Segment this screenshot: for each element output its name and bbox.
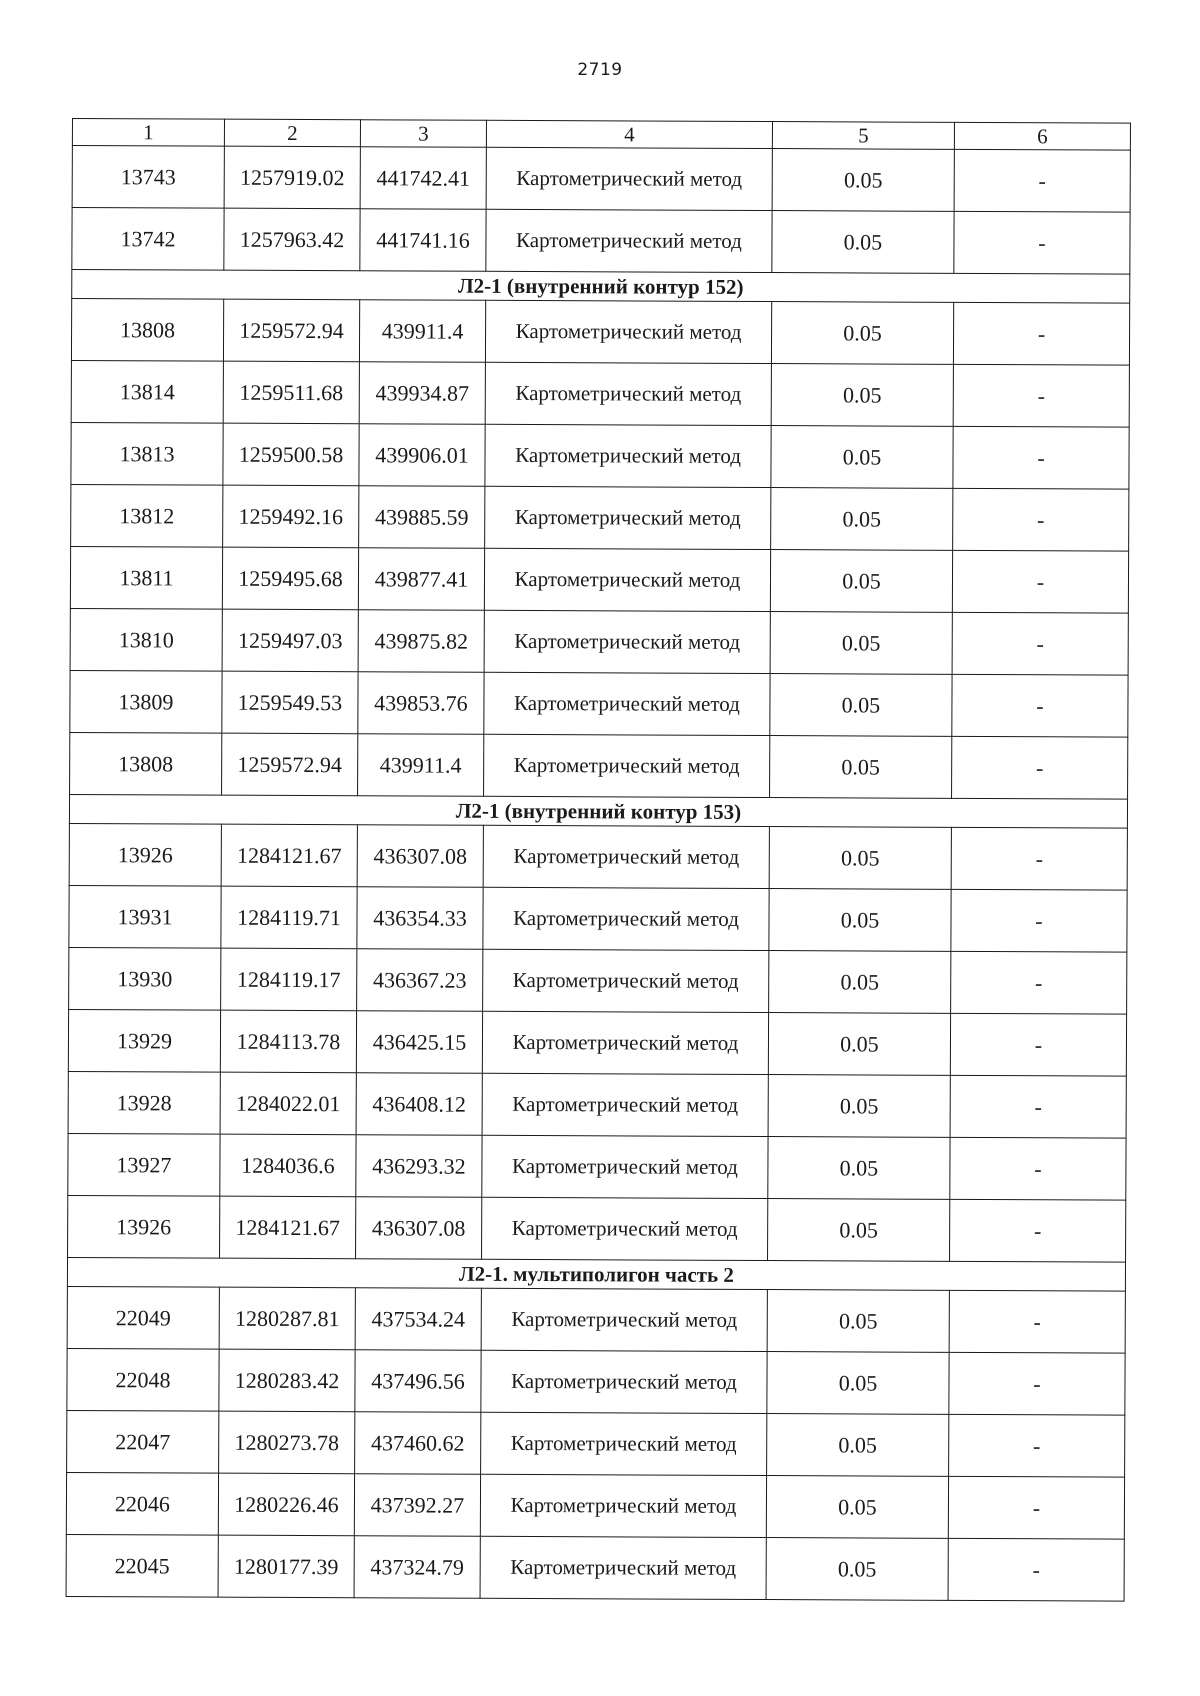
description-cell: -: [948, 1476, 1124, 1539]
point-number-cell: 13814: [71, 360, 223, 423]
method-cell: Картометрический метод: [484, 672, 770, 735]
accuracy-cell: 0.05: [772, 211, 954, 274]
table-row: [72, 208, 1130, 275]
method-cell: Картометрический метод: [486, 209, 772, 272]
accuracy-cell: 0.05: [766, 1476, 948, 1539]
description-cell: -: [949, 1414, 1125, 1477]
table-row: [68, 1195, 1126, 1262]
table-row: [67, 1410, 1125, 1477]
section-title: Л2-1 (внутренний контур 153): [69, 794, 1127, 828]
method-cell: Картометрический метод: [482, 1073, 768, 1136]
point-number-cell: 22046: [66, 1472, 218, 1535]
y-coordinate-cell: 439934.87: [359, 362, 485, 425]
table-row: [68, 1133, 1126, 1200]
accuracy-cell: 0.05: [768, 1137, 950, 1200]
description-cell: -: [951, 889, 1127, 952]
section-title-row: [69, 794, 1127, 828]
x-coordinate-cell: 1259572.94: [223, 299, 359, 362]
x-coordinate-cell: 1259495.68: [222, 547, 358, 610]
section-title-row: [72, 270, 1130, 304]
y-coordinate-cell: 436367.23: [357, 949, 483, 1012]
accuracy-cell: 0.05: [770, 674, 952, 737]
point-number-cell: 13927: [68, 1133, 220, 1196]
description-cell: -: [954, 211, 1130, 274]
accuracy-cell: 0.05: [772, 149, 954, 212]
y-coordinate-cell: 437324.79: [354, 1536, 480, 1599]
point-number-cell: 13813: [71, 422, 223, 485]
table-row: [70, 608, 1128, 675]
description-cell: -: [953, 426, 1129, 489]
point-number-cell: 13808: [71, 299, 223, 362]
accuracy-cell: 0.05: [769, 951, 951, 1014]
method-cell: Картометрический метод: [484, 610, 770, 673]
x-coordinate-cell: 1280226.46: [218, 1473, 354, 1536]
x-coordinate-cell: 1284119.71: [221, 886, 357, 949]
table-row: [67, 1286, 1125, 1353]
point-number-cell: 22048: [67, 1348, 219, 1411]
accuracy-cell: 0.05: [767, 1290, 949, 1353]
y-coordinate-cell: 437496.56: [355, 1350, 481, 1413]
accuracy-cell: 0.05: [770, 550, 952, 613]
description-cell: -: [949, 1352, 1125, 1415]
x-coordinate-cell: 1284022.01: [220, 1072, 356, 1135]
y-coordinate-cell: 437534.24: [355, 1288, 481, 1351]
accuracy-cell: 0.05: [768, 1199, 950, 1262]
x-coordinate-cell: 1259492.16: [223, 485, 359, 548]
point-number-cell: 13928: [68, 1071, 220, 1134]
y-coordinate-cell: 439877.41: [358, 548, 484, 611]
x-coordinate-cell: 1259500.58: [223, 423, 359, 486]
description-cell: -: [950, 1137, 1126, 1200]
accuracy-cell: 0.05: [766, 1538, 948, 1601]
table-row: [70, 732, 1128, 799]
description-cell: -: [950, 1075, 1126, 1138]
method-cell: Картометрический метод: [483, 949, 769, 1012]
y-coordinate-cell: 439911.4: [358, 734, 484, 797]
table-row: [71, 299, 1129, 366]
description-cell: -: [953, 302, 1129, 365]
column-header-1: 1: [72, 119, 224, 147]
x-coordinate-cell: 1259497.03: [222, 609, 358, 672]
method-cell: Картометрический метод: [484, 548, 770, 611]
table-row: [71, 360, 1129, 427]
x-coordinate-cell: 1259549.53: [222, 671, 358, 734]
point-number-cell: 13812: [71, 484, 223, 547]
method-cell: Картометрический метод: [485, 362, 771, 425]
x-coordinate-cell: 1284036.6: [220, 1134, 356, 1197]
accuracy-cell: 0.05: [771, 426, 953, 489]
point-number-cell: 13743: [72, 146, 224, 209]
y-coordinate-cell: 439853.76: [358, 672, 484, 735]
method-cell: Картометрический метод: [485, 424, 771, 487]
accuracy-cell: 0.05: [770, 736, 952, 799]
y-coordinate-cell: 439911.4: [359, 300, 485, 363]
y-coordinate-cell: 439875.82: [358, 610, 484, 673]
table-row: [71, 422, 1129, 489]
method-cell: Картометрический метод: [481, 1288, 767, 1351]
section-title-row: [67, 1257, 1125, 1291]
y-coordinate-cell: 437460.62: [355, 1412, 481, 1475]
table-row: [71, 484, 1129, 551]
x-coordinate-cell: 1257919.02: [224, 146, 360, 209]
section-title: Л2-1. мультиполигон часть 2: [67, 1257, 1125, 1291]
method-cell: Картометрический метод: [482, 1197, 768, 1260]
description-cell: -: [954, 149, 1130, 212]
point-number-cell: 13811: [70, 546, 222, 609]
description-cell: -: [952, 674, 1128, 737]
point-number-cell: 13808: [70, 732, 222, 795]
table-row: [68, 1071, 1126, 1138]
y-coordinate-cell: 436293.32: [356, 1135, 482, 1198]
table-row: [69, 947, 1127, 1014]
y-coordinate-cell: 441742.41: [360, 147, 486, 210]
table-row: [70, 546, 1128, 613]
table-row: [68, 1009, 1126, 1076]
description-cell: -: [948, 1538, 1124, 1601]
column-header-5: 5: [772, 122, 954, 150]
method-cell: Картометрический метод: [482, 1011, 768, 1074]
method-cell: Картометрический метод: [482, 1135, 768, 1198]
accuracy-cell: 0.05: [768, 1013, 950, 1076]
accuracy-cell: 0.05: [770, 612, 952, 675]
point-number-cell: 13926: [68, 1195, 220, 1258]
y-coordinate-cell: 439885.59: [359, 486, 485, 549]
y-coordinate-cell: 441741.16: [360, 209, 486, 272]
method-cell: Картометрический метод: [483, 825, 769, 888]
accuracy-cell: 0.05: [768, 1075, 950, 1138]
method-cell: Картометрический метод: [481, 1412, 767, 1475]
column-header-3: 3: [360, 120, 486, 148]
y-coordinate-cell: 436354.33: [357, 887, 483, 950]
section-title: Л2-1 (внутренний контур 152): [72, 270, 1130, 304]
point-number-cell: 13742: [72, 208, 224, 271]
x-coordinate-cell: 1257963.42: [224, 208, 360, 271]
description-cell: -: [950, 1199, 1126, 1262]
table-row: [69, 885, 1127, 952]
point-number-cell: 13929: [68, 1009, 220, 1072]
point-number-cell: 13809: [70, 670, 222, 733]
y-coordinate-cell: 436425.15: [356, 1011, 482, 1074]
method-cell: Картометрический метод: [480, 1536, 766, 1599]
description-cell: -: [951, 951, 1127, 1014]
y-coordinate-cell: 436307.08: [356, 1197, 482, 1260]
coordinates-table: [66, 118, 1131, 1602]
y-coordinate-cell: 436408.12: [356, 1073, 482, 1136]
description-cell: -: [952, 550, 1128, 613]
column-header-2: 2: [224, 119, 360, 147]
accuracy-cell: 0.05: [771, 302, 953, 365]
y-coordinate-cell: 437392.27: [354, 1474, 480, 1537]
x-coordinate-cell: 1284121.67: [220, 1196, 356, 1259]
description-cell: -: [953, 364, 1129, 427]
accuracy-cell: 0.05: [769, 827, 951, 890]
method-cell: Картометрический метод: [485, 486, 771, 549]
column-header-6: 6: [954, 122, 1130, 150]
accuracy-cell: 0.05: [767, 1414, 949, 1477]
table-body: [66, 146, 1130, 1602]
x-coordinate-cell: 1284121.67: [221, 824, 357, 887]
point-number-cell: 22049: [67, 1286, 219, 1349]
x-coordinate-cell: 1280287.81: [219, 1287, 355, 1350]
point-number-cell: 13930: [69, 947, 221, 1010]
x-coordinate-cell: 1259511.68: [223, 361, 359, 424]
method-cell: Картометрический метод: [480, 1474, 766, 1537]
method-cell: Картометрический метод: [481, 1350, 767, 1413]
accuracy-cell: 0.05: [771, 364, 953, 427]
accuracy-cell: 0.05: [769, 889, 951, 952]
x-coordinate-cell: 1280283.42: [219, 1349, 355, 1412]
method-cell: Картометрический метод: [483, 887, 769, 950]
method-cell: Картометрический метод: [484, 734, 770, 797]
table-row: [70, 670, 1128, 737]
table-row: [66, 1534, 1124, 1601]
x-coordinate-cell: 1259572.94: [222, 733, 358, 796]
table-row: [66, 1472, 1124, 1539]
accuracy-cell: 0.05: [767, 1352, 949, 1415]
y-coordinate-cell: 436307.08: [357, 825, 483, 888]
point-number-cell: 13810: [70, 608, 222, 671]
method-cell: Картометрический метод: [486, 147, 772, 210]
accuracy-cell: 0.05: [771, 488, 953, 551]
page-number: 2719: [577, 60, 623, 80]
description-cell: -: [953, 488, 1129, 551]
description-cell: -: [951, 827, 1127, 890]
point-number-cell: 22045: [66, 1534, 218, 1597]
point-number-cell: 13926: [69, 823, 221, 886]
table-row: [69, 823, 1127, 890]
description-cell: -: [952, 736, 1128, 799]
column-header-4: 4: [486, 120, 772, 148]
x-coordinate-cell: 1280177.39: [218, 1535, 354, 1598]
table-row: [72, 146, 1130, 213]
description-cell: -: [950, 1013, 1126, 1076]
description-cell: -: [952, 612, 1128, 675]
method-cell: Картометрический метод: [485, 300, 771, 363]
x-coordinate-cell: 1284119.17: [221, 948, 357, 1011]
description-cell: -: [949, 1290, 1125, 1353]
point-number-cell: 13931: [69, 885, 221, 948]
x-coordinate-cell: 1284113.78: [220, 1010, 356, 1073]
x-coordinate-cell: 1280273.78: [219, 1411, 355, 1474]
point-number-cell: 22047: [67, 1410, 219, 1473]
table-row: [67, 1348, 1125, 1415]
y-coordinate-cell: 439906.01: [359, 424, 485, 487]
